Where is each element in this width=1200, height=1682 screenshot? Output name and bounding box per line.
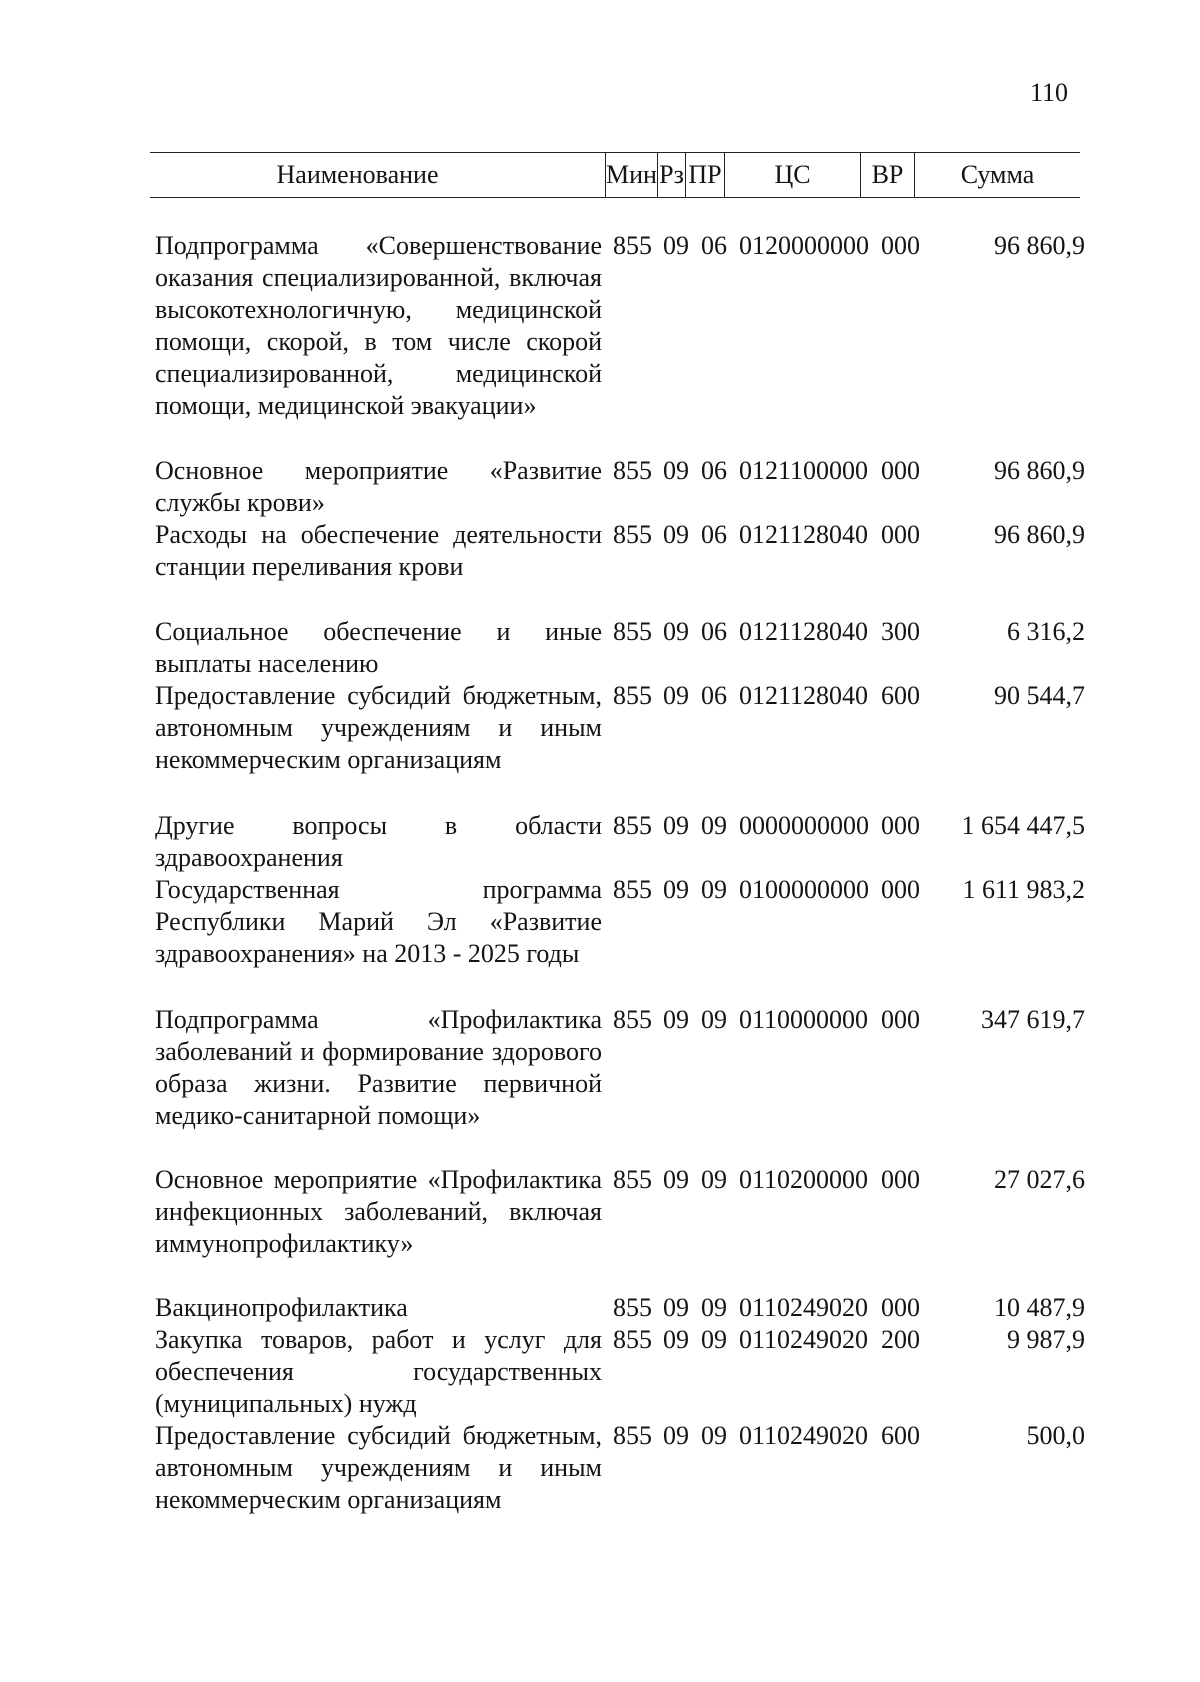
row-vr: 000 xyxy=(881,456,920,485)
row-sum: 9 987,9 xyxy=(1007,1325,1085,1354)
row-min: 855 xyxy=(613,681,652,710)
row-rz: 09 xyxy=(663,811,689,840)
row-vr: 000 xyxy=(881,811,920,840)
row-name: Подпрограмма «Профилактика заболеваний и формирование здорового образа жизни. Развитие первичной медико-санитарной помощи» xyxy=(155,1005,602,1130)
row-pr: 09 xyxy=(701,1165,727,1194)
row-vr: 000 xyxy=(881,520,920,549)
row-rz: 09 xyxy=(663,1005,689,1034)
row-pr: 09 xyxy=(701,811,727,840)
row-vr: 000 xyxy=(881,875,920,904)
header-rz: Рз xyxy=(657,153,685,197)
row-vr: 200 xyxy=(881,1325,920,1354)
row-min: 855 xyxy=(613,1165,652,1194)
row-cs: 0121100000 xyxy=(739,456,869,485)
row-name: Основное мероприятие «Профилактика инфекционных заболеваний, включая иммунопрофилактику» xyxy=(155,1165,602,1258)
row-rz: 09 xyxy=(663,1165,689,1194)
row-sum: 1 611 983,2 xyxy=(962,875,1085,904)
row-rz: 09 xyxy=(663,456,689,485)
row-name: Государственная программа Республики Марий Эл «Развитие здравоохранения» на 2013 - 2025 годы xyxy=(155,875,602,968)
row-sum: 27 027,6 xyxy=(994,1165,1085,1194)
row-cs: 0121128040 xyxy=(739,617,869,646)
row-rz: 09 xyxy=(663,231,689,260)
row-pr: 09 xyxy=(701,1421,727,1450)
header-cs: ЦС xyxy=(774,160,811,189)
row-vr: 000 xyxy=(881,1293,920,1322)
row-cs: 0110249020 xyxy=(739,1325,869,1354)
header-sum: Сумма xyxy=(960,160,1035,189)
row-name: Социальное обеспечение и иные выплаты населению xyxy=(155,617,602,678)
row-cs: 0000000000 xyxy=(739,811,869,840)
row-name: Закупка товаров, работ и услуг для обеспечения государственных (муниципальных) нужд xyxy=(155,1325,602,1418)
row-pr: 06 xyxy=(701,617,727,646)
row-min: 855 xyxy=(613,1293,652,1322)
row-cs: 0100000000 xyxy=(739,875,869,904)
row-rz: 09 xyxy=(663,1293,689,1322)
row-name: Вакцинопрофилактика xyxy=(155,1293,408,1322)
row-sum: 96 860,9 xyxy=(994,520,1085,549)
header-name: Наименование xyxy=(276,160,439,189)
row-vr: 300 xyxy=(881,617,920,646)
row-cs: 0110249020 xyxy=(739,1293,869,1322)
row-sum: 1 654 447,5 xyxy=(961,811,1085,840)
row-pr: 09 xyxy=(701,1005,727,1034)
row-cs: 0121128040 xyxy=(739,520,869,549)
row-sum: 500,0 xyxy=(1026,1421,1085,1450)
row-name: Другие вопросы в области здравоохранения xyxy=(155,811,602,872)
row-name: Подпрограмма «Совершенствование оказания специализированной, включая высокотехнологичную, медицинской помощи, скорой, в том числе скорой специализированной, медицинской помощи, медицинской эвакуации» xyxy=(155,231,602,420)
row-rz: 09 xyxy=(663,681,689,710)
row-vr: 000 xyxy=(881,1005,920,1034)
page-number: 110 xyxy=(1030,78,1069,107)
header-vr: ВР xyxy=(860,153,915,197)
row-name: Предоставление субсидий бюджетным, автономным учреждениям и иным некоммерческим организациям xyxy=(155,1421,602,1514)
row-min: 855 xyxy=(613,1325,652,1354)
row-rz: 09 xyxy=(663,875,689,904)
row-vr: 600 xyxy=(881,1421,920,1450)
row-vr: 000 xyxy=(881,1165,920,1194)
row-min: 855 xyxy=(613,520,652,549)
row-min: 855 xyxy=(613,875,652,904)
row-cs: 0110000000 xyxy=(739,1005,869,1034)
row-sum: 96 860,9 xyxy=(994,231,1085,260)
row-sum: 347 619,7 xyxy=(981,1005,1085,1034)
row-min: 855 xyxy=(613,811,652,840)
row-name: Основное мероприятие «Развитие службы крови» xyxy=(155,456,602,517)
row-sum: 96 860,9 xyxy=(994,456,1085,485)
row-name: Предоставление субсидий бюджетным, автономным учреждениям и иным некоммерческим организациям xyxy=(155,681,602,774)
row-pr: 06 xyxy=(701,231,727,260)
row-rz: 09 xyxy=(663,520,689,549)
row-pr: 09 xyxy=(701,875,727,904)
row-cs: 0110249020 xyxy=(739,1421,869,1450)
row-sum: 10 487,9 xyxy=(994,1293,1085,1322)
row-pr: 06 xyxy=(701,520,727,549)
header-pr: ПР xyxy=(685,153,725,197)
row-cs: 0110200000 xyxy=(739,1165,869,1194)
row-sum: 90 544,7 xyxy=(994,681,1085,710)
row-pr: 06 xyxy=(701,456,727,485)
row-cs: 0120000000 xyxy=(739,231,869,260)
row-min: 855 xyxy=(613,1421,652,1450)
row-min: 855 xyxy=(613,617,652,646)
row-vr: 600 xyxy=(881,681,920,710)
row-sum: 6 316,2 xyxy=(1007,617,1085,646)
row-pr: 09 xyxy=(701,1293,727,1322)
table-header xyxy=(150,152,1080,198)
row-pr: 09 xyxy=(701,1325,727,1354)
row-rz: 09 xyxy=(663,1325,689,1354)
header-min: Мин xyxy=(605,153,657,197)
row-rz: 09 xyxy=(663,617,689,646)
row-cs: 0121128040 xyxy=(739,681,869,710)
row-vr: 000 xyxy=(881,231,920,260)
row-pr: 06 xyxy=(701,681,727,710)
row-min: 855 xyxy=(613,231,652,260)
row-name: Расходы на обеспечение деятельности станции переливания крови xyxy=(155,520,602,581)
row-rz: 09 xyxy=(663,1421,689,1450)
row-min: 855 xyxy=(613,1005,652,1034)
row-min: 855 xyxy=(613,456,652,485)
